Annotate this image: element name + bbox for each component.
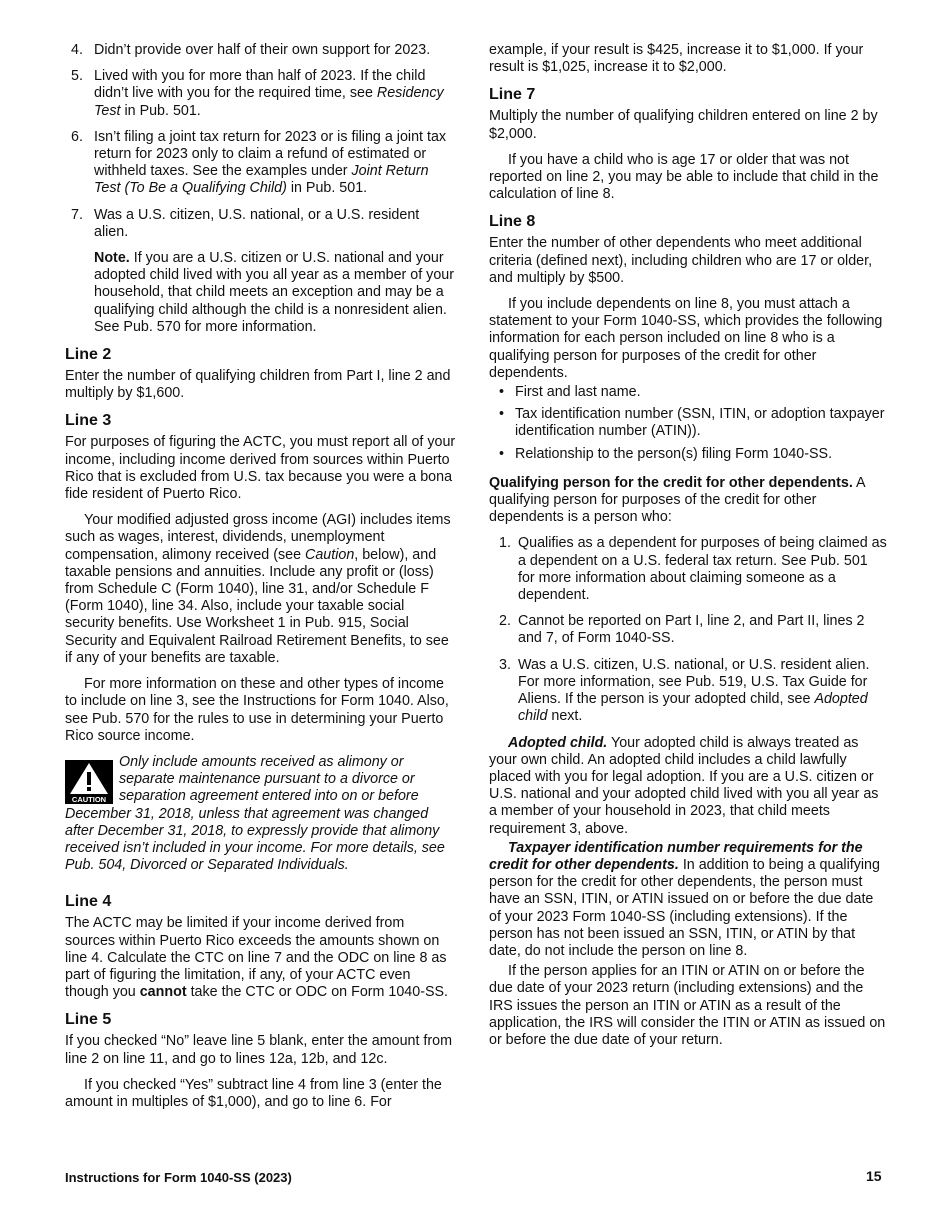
caution-icon (65, 760, 113, 804)
caution-box (65, 754, 457, 874)
line8-paragraph: Enter the number of other dependents who meet additional criteria (defined next), including children who are 17 or older, and multiply by $500. (489, 235, 873, 286)
adopted-child-paragraph: Adopted child. Your adopted child is always treated as your own child. An adopted child includes a child lawfully placed with you for legal adoption. If you are a U.S. citizen or U.S. national and your adopted child lived with you all year as a member of your household in 2023, that child meets requirement 3, above. (489, 734, 879, 837)
list-item: • Relationship to the person(s) filing Form 1040-SS. (499, 445, 833, 462)
qualifying-person-paragraph: Qualifying person for the credit for other dependents. A qualifying person for purposes of the credit for other dependents is a person who: (489, 474, 865, 526)
list-item: 2. Cannot be reported on Part I, line 2, and Part II, lines 2 and 7, of Form 1040-SS. (499, 613, 865, 647)
line5-paragraph: If you checked “No” leave line 5 blank, enter the amount from line 2 on line 11, and go to lines 12a, 12b, and 12c. (65, 1033, 453, 1067)
list-item: • Tax identification number (SSN, ITIN, or adoption taxpayer identification number (ATIN)). (499, 406, 885, 440)
page-number: 15 (866, 1168, 882, 1184)
line8-paragraph-2: If you include dependents on line 8, you must attach a statement to your Form 1040-SS, which provides the following information for each person included on line 8 who is a qualifying person for purposes of the credit for other dependents. (489, 296, 883, 381)
line3-agi-paragraph: Your modified adjusted gross income (AGI) includes items such as wages, interest, dividends, unemployment compensation, alimony received (see Caution, below), and taxable pensions and annuities. Include any profit or (loss) from Schedule C (Form 1040), line 31, and/or Schedule F (Form 1040), line 34. Also, include your taxable social security benefits. Use Worksheet 1 in Pub. 915, Social Security and Equivalent Railroad Retirement Benefits, to see if any of your benefits are taxable. (65, 512, 451, 666)
line8-heading: Line 8 (489, 213, 536, 231)
list-item: 7. Was a U.S. citizen, U.S. national, or a U.S. resident alien. Note. If you are a U.S. citizen or U.S. national and your adopted child lived with you all year as a member of your household, that child meets an exception and may be a qualifying child although the child is a nonresident alien. See Pub. 570 for more information. (65, 207, 457, 336)
line5-heading: Line 5 (65, 1011, 112, 1029)
list-item: • First and last name. (499, 384, 641, 401)
qualifying-child-list (65, 42, 457, 336)
list-item: 3. Was a U.S. citizen, U.S. national, or U.S. resident alien. For more information, see Pub. 519, U.S. Tax Guide for Aliens. If the person is your adopted child, see Adopted child next. (499, 656, 870, 725)
qualifying-person-list (489, 535, 887, 725)
line3-paragraph: For purposes of figuring the ACTC, you must report all of your income, including income derived from sources within Puerto Rico that is excluded from U.S. tax because you were a bona fide resident of Puerto Rico. (65, 434, 456, 503)
note-paragraph: Note. If you are a U.S. citizen or U.S. national and your adopted child lived with you all year as a member of your household, that child meets an exception and may be a qualifying child although the child is a nonresident alien. See Pub. 570 for more information. (94, 250, 454, 335)
line4-paragraph: The ACTC may be limited if your income derived from sources within Puerto Rico exceeds the amounts shown on line 4. Calculate the CTC on line 7 and the ODC on line 8 as part of figuring the limitation, if any, of your ACTC even though you cannot take the CTC or ODC on Form 1040-SS. (65, 915, 449, 1001)
footer-title: Instructions for Form 1040-SS (2023) (65, 1170, 292, 1185)
list-item: 5. Lived with you for more than half of 2023. If the child didn’t live with you for the required time, see Residency Test in Pub. 501. (71, 68, 444, 119)
statement-bullets (489, 384, 887, 463)
line3-more-info-paragraph: For more information on these and other types of income to include on line 3, see the Instructions for Form 1040. Also, see Pub. 570 for the rules to use in determining your Puerto Rico source income. (65, 676, 449, 744)
line7-paragraph: Multiply the number of qualifying children entered on line 2 by $2,000. (489, 108, 878, 142)
itin-application-paragraph: If the person applies for an ITIN or ATIN on or before the due date of your 2023 return (including extensions) and the IRS issues the person an ITIN or ATIN as a result of the application, the IRS will consider the ITIN or ATIN as issued on or before the due date of your return. (489, 963, 886, 1048)
line7-paragraph-2: If you have a child who is age 17 or older that was not reported on line 2, you may be able to include that child in the calculation of line 8. (489, 151, 879, 203)
caution-label: CAUTION (71, 794, 107, 804)
list-item: 1. Qualifies as a dependent for purposes of being claimed as a dependent on a U.S. federal tax return. See Pub. 501 for more information about claiming someone as a dependent. (499, 535, 887, 604)
caution-text: Only include amounts received as alimony or separate maintenance pursuant to a divorce or separation agreement entered into on or before December 31, 2018, unless that agreement was changed after December 31, 2018, to expressly provide that alimony received isn’t included in your income. For more details, see Pub. 504, Divorced or Separated Individuals. (65, 753, 445, 874)
list-item: 4. Didn’t provide over half of their own support for 2023. (71, 42, 431, 58)
line4-heading: Line 4 (65, 893, 112, 911)
right-column (489, 42, 887, 1058)
tin-requirements-paragraph: Taxpayer identification number requirements for the credit for other dependents. In addition to being a qualifying person for the credit for other dependents, the person must have an SSN, ITIN, or ATIN issued on or before the due date of your 2023 Form 1040-SS (including extensions). If the person has not been issued an SSN, ITIN, or ATIN by that date, do not include the person on line 8. (489, 839, 880, 959)
line7-heading: Line 7 (489, 86, 536, 104)
left-column (65, 42, 457, 1120)
line3-heading: Line 3 (65, 412, 112, 430)
line2-heading: Line 2 (65, 346, 112, 364)
line2-paragraph: Enter the number of qualifying children from Part I, line 2 and multiply by $1,600. (65, 368, 451, 402)
list-item: 6. Isn’t filing a joint tax return for 2023 or is filing a joint tax return for 2023 only to claim a refund of estimated or withheld taxes. See the examples under Joint Return Test (To Be a Qualifying Child) in Pub. 501. (71, 128, 447, 197)
continued-paragraph: example, if your result is $425, increase it to $1,000. If your result is $1,025, increase it to $2,000. (489, 42, 864, 76)
line5-yes-paragraph: If you checked “Yes” subtract line 4 from line 3 (enter the amount in multiples of $1,000), and go to line 6. For (65, 1076, 442, 1110)
